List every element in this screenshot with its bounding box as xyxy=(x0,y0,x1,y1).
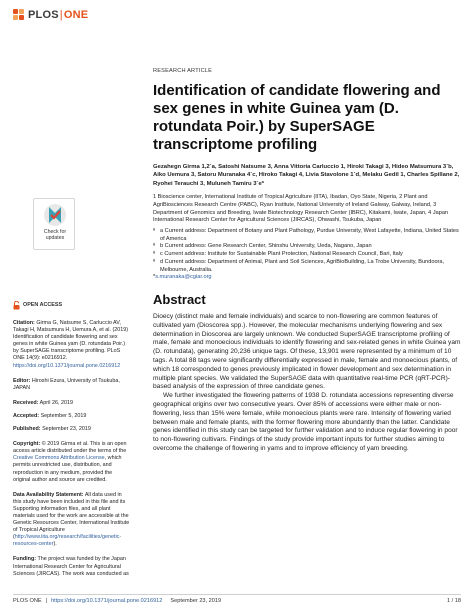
copyright-text-end: , which permits unrestricted use, distribution, and reproduction in any medium, provided the original author and source are credited. xyxy=(13,455,122,483)
footer-journal: PLOS ONE xyxy=(13,598,42,604)
article-type: RESEARCH ARTICLE xyxy=(153,68,213,74)
data-availability-label: Data Availability Statement: xyxy=(13,491,84,498)
current-address-d xyxy=(153,259,463,274)
logo-separator: | xyxy=(59,9,63,21)
funding-block xyxy=(13,556,131,577)
page-header xyxy=(0,0,474,34)
address-text: b Current address: Gene Research Center, Shinshu University, Ueda, Nagano, Japan xyxy=(160,243,372,250)
received-label: Received: xyxy=(13,399,39,406)
copyright-label: Copyright: xyxy=(13,441,41,448)
logo-text-one: ONE xyxy=(63,9,89,21)
data-repository-link[interactable]: http://www.iita.org/research/facilities/genetic-resources-center xyxy=(13,534,122,548)
funding-text: The project was funded by the Japan International Research Center for Agricultural Sciences (JIRCAS). The work was conducted as xyxy=(13,556,129,577)
author-list: Gezahegn Girma 1,2´a, Satoshi Natsume 3, Anna Vittoria Carluccio 1, Hiroki Takagi 3, Hideo Matsumura 3´b, Aiko Uemura 3, Satoru Muranaka 4´c, Hiroko Takagi 4, Livia Stavolone 1´d, Melaku Gedil 1, Charles Spillane 2, Ryohei Terauchi 3, Muluneh Tamiru 3´e* xyxy=(153,164,460,187)
current-address-b xyxy=(153,243,463,251)
citation-text: Girma G, Natsume S, Carluccio AV, Takagi H, Matsumura H, Uemura A, et al. (2019) Identification of candidate flowering and sex genes in white Guinea yam (D. rotundata Poir.) by SuperSAGE transcriptome profiling. PLoS ONE 14(9): e0216912. xyxy=(13,320,129,362)
article-title: Identification of candidate flowering and sex genes in white Guinea yam (D. rotundata Poir.) by SuperSAGE transcriptome profiling xyxy=(153,82,441,153)
accepted-date: September 5, 2019 xyxy=(40,412,87,419)
dates-block xyxy=(13,400,131,433)
plos-logo-icon xyxy=(13,9,25,21)
citation-label: Citation: xyxy=(13,320,35,326)
current-address-a xyxy=(153,228,463,243)
footer-date: September 23, 2019 xyxy=(170,598,222,604)
accepted-label: Accepted: xyxy=(13,412,40,419)
footer-separator: | xyxy=(45,598,48,604)
funding-label: Funding: xyxy=(13,556,37,563)
crossmark-icon xyxy=(43,203,67,227)
email-link[interactable]: s.muranaka@cgiar.org xyxy=(155,274,212,281)
copyright-text: © 2019 Girma et al. This is an open access article distributed under the terms of the xyxy=(13,441,127,455)
address-text: a Current address: Department of Botany and Plant Pathology, Purdue University, West Lafayette, Indiana, United States of America xyxy=(160,228,459,242)
open-access-label: OPEN ACCESS xyxy=(23,301,63,308)
editor-label: Editor: xyxy=(13,377,31,384)
open-lock-icon xyxy=(13,301,20,310)
address-mark: ª xyxy=(153,258,156,265)
article-sidebar xyxy=(13,301,131,586)
abstract-paragraph-2: We further investigated the flowering patterns of 1938 D. rotundata accessions representing diverse geographical origins over two consecutive years. Over 85% of accessions were either male or non-flowering, less than 15% were female, while monoecious plants were rare. Intensity of flowering varied between male and female plants, with the former flowering more abundantly than the latter. Candidate genes identified in this study can be targeted for further validation and to induce regular flowering in poor to non-flowering cultivars. Findings of the study provide important inputs for further studies aiming to overcome the challenge of flowering in yams and to improve efficiency of yam breeding. xyxy=(153,392,458,452)
plos-one-logo[interactable] xyxy=(13,9,88,21)
logo-text-plos: PLOS xyxy=(28,9,59,21)
page-footer xyxy=(13,594,461,604)
data-availability-block xyxy=(13,492,131,549)
affiliations: 1 Bioscience center, International Institute of Tropical Agriculture (IITA), Ibadan, Oyo State, Nigeria, 2 Plant and AgriBiosciences Research Centre (PABC), Ryan Institute, National University of Ireland Galway, Galway, Ireland, 3 Department of Genomics and Breeding, Iwate Biotechnology Research Center (IBRC), Kitakami, Iwate, Japan, 4 Japan International Research Center for Agricultural Sciences (JIRCAS), Ohwashi, Tsukuba, Japan xyxy=(153,194,449,224)
corresponding-email xyxy=(153,274,463,282)
address-mark: ª xyxy=(153,251,156,258)
check-for-updates-badge[interactable] xyxy=(33,198,75,250)
check-for-updates-label: Check for updates xyxy=(43,229,67,242)
address-mark: ª xyxy=(153,228,156,235)
open-access-badge xyxy=(13,301,131,310)
copyright-block xyxy=(13,441,131,484)
abstract-paragraph-1: Dioecy (distinct male and female individuals) and scarce to non-flowering are common features of cultivated yam (Dioscorea spp.). However, the molecular mechanisms underlying flowering and sex determination in Dioscorea are largely unknown. We conducted SuperSAGE transcriptome profiling of male, female and monoecious individuals to identify flowering and sex-related genes in white Guinea yam (D. rotundata), generating 20,236 unique tags. Of these, 13,901 were represented by a minimum of 10 tags. A total 88 tags were significantly differentially expressed in male, female and monoecious plants, of which 18 corresponded to genes previously implicated in flower development and sex determination in multiple plant species. We validated the SuperSAGE data with quantitative real-time PCR (qRT-PCR)-based analysis of the expression of three candidate genes. xyxy=(153,312,461,391)
abstract-body xyxy=(153,313,463,454)
citation-doi-link[interactable]: https://doi.org/10.1371/journal.pone.0216912 xyxy=(13,362,121,369)
abstract-heading: Abstract xyxy=(153,291,206,307)
data-availability-text: All data used in this study have been included in this file and its Supporting information files, and all plant materials used for the work are accessible at the Genetic Resources Center, International Institute of Tropical Agriculture ( xyxy=(13,491,130,541)
address-text: d Current address: Department of Animal, Plant and Soil Sciences, AgriBioBuilding, La Trobe University, Bundoora, Melbourne, Australia. xyxy=(160,258,445,273)
received-date: April 26, 2019 xyxy=(39,399,73,406)
data-availability-end: ). xyxy=(53,541,57,548)
license-link[interactable]: Creative Commons Attribution License xyxy=(13,455,105,462)
footer-doi-link[interactable]: https://doi.org/10.1371/journal.pone.0216912 xyxy=(51,598,163,604)
page-number: 1 / 18 xyxy=(447,598,461,604)
current-address-c xyxy=(153,251,463,259)
editor-block xyxy=(13,378,131,392)
published-label: Published: xyxy=(13,426,41,433)
address-mark: ª xyxy=(153,243,156,250)
article-main xyxy=(153,68,463,454)
published-date: September 23, 2019 xyxy=(42,426,91,433)
editor-text: Hiroshi Ezura, University of Tsukuba, JAPAN xyxy=(13,377,120,391)
email-prefix: * xyxy=(153,274,156,281)
citation-block xyxy=(13,320,131,370)
address-text: c Current address: Institute for Sustainable Plant Protection, National Research Council, Bari, Italy xyxy=(160,251,403,258)
current-addresses xyxy=(153,228,463,274)
